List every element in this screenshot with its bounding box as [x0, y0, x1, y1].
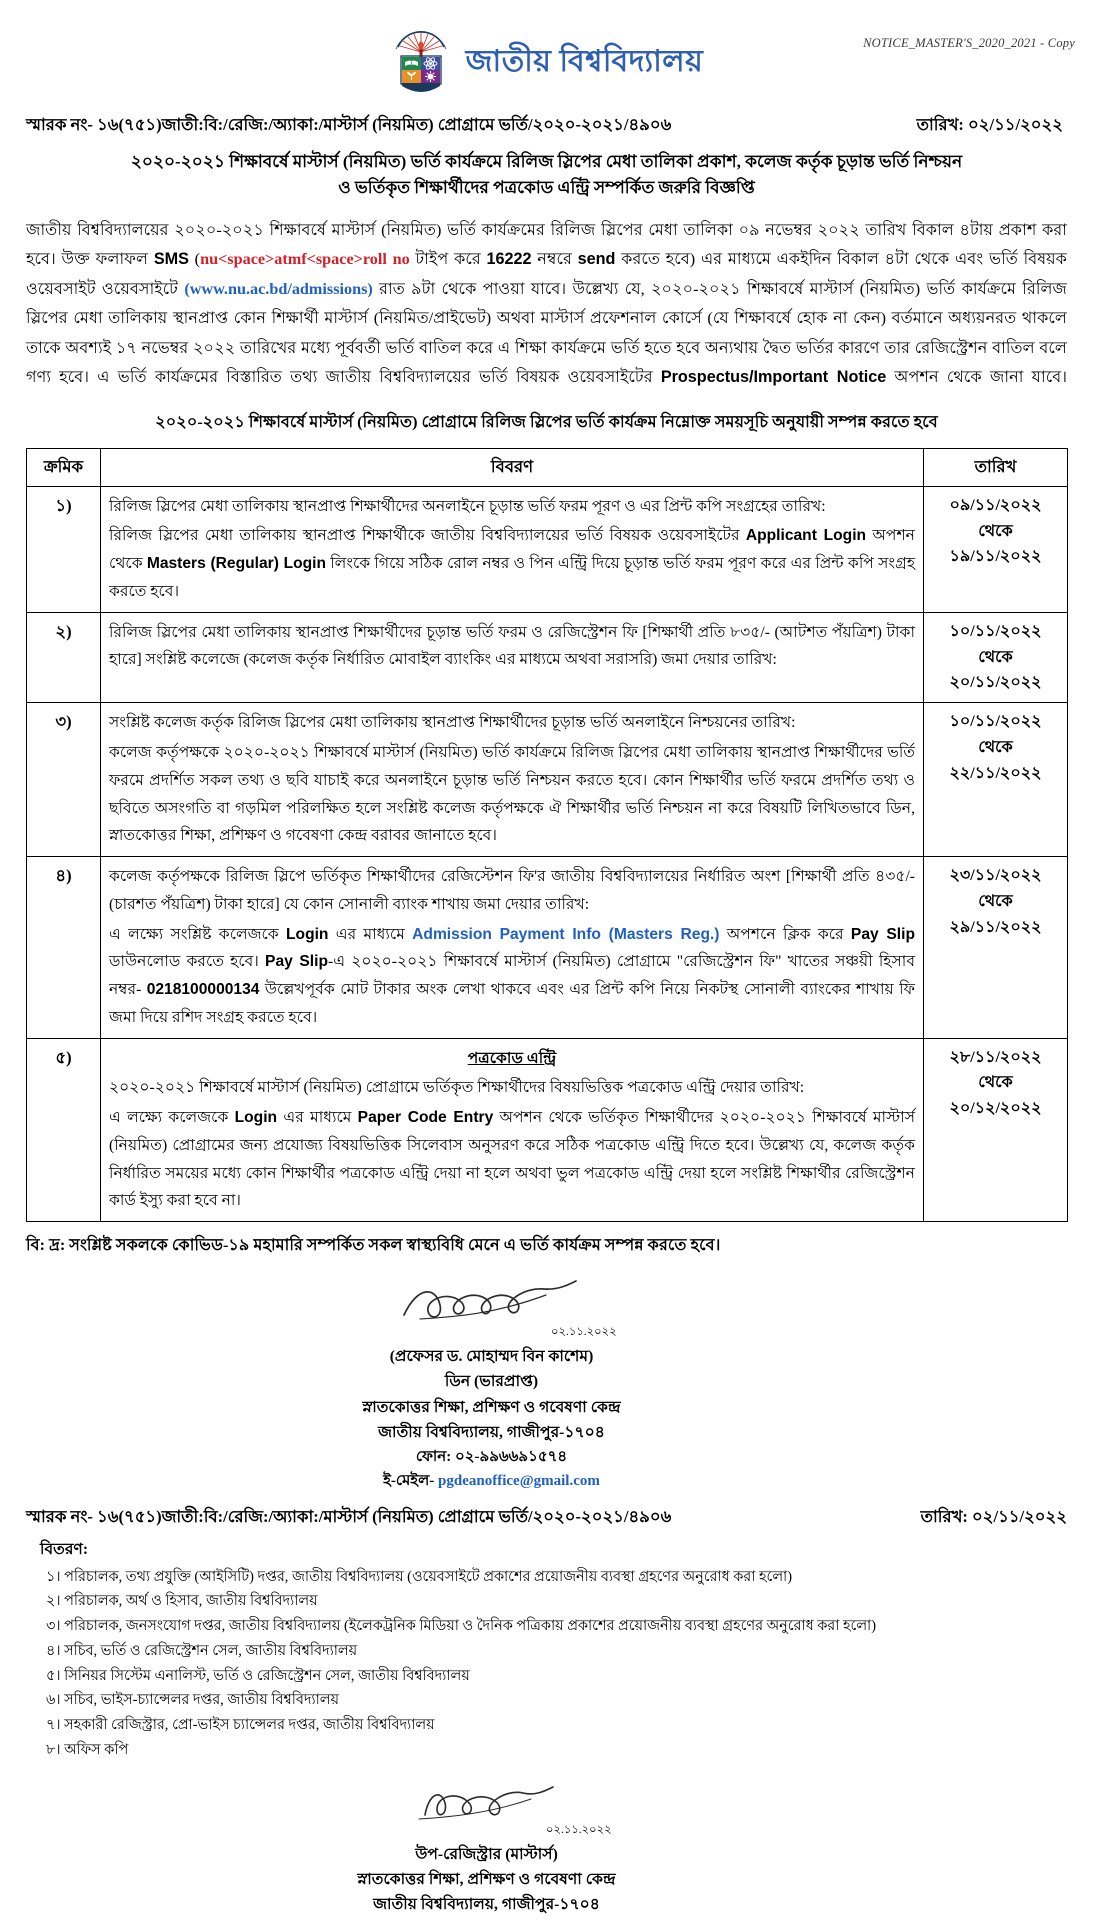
dean-office: স্নাতকোত্তর শিক্ষা, প্রশিক্ষণ ও গবেষণা কেন্দ্র	[362, 1398, 621, 1416]
row-serial: ৪)	[27, 857, 101, 1039]
body-text-a: জাতীয় বিশ্ববিদ্যালয়ের ২০২০-২০২১ শিক্ষাবর্ষে মাস্টার্স (নিয়মিত) ভর্তি কার্যক্রমের রিলিজ স্লিপের মেধা তালিকা ০৯ নভেম্বর ২০২২ তারিখ বিকাল ৪টায় প্রকাশ করা হবে। উক্ত ফলাফল	[26, 220, 1067, 269]
english-term: Login	[234, 1109, 278, 1127]
covid-note: বি: দ্র: সংশ্লিষ্ট সকলকে কোভিড-১৯ মহামারি সম্পর্কিত সকল স্বাস্থ্যবিধি মেনে এ ভর্তি কার্যক্রম সম্পন্ন করতে হবে।	[26, 1236, 721, 1255]
distribution-item: ৭। সহকারী রেজিস্ট্রার, প্রো-ভাইস চ্যান্সেলর দপ্তর, জাতীয় বিশ্ববিদ্যালয়	[46, 1717, 435, 1734]
table-row	[27, 857, 1068, 1039]
description-text: রিলিজ স্লিপের মেধা তালিকায় স্থানপ্রাপ্ত শিক্ষার্থীদের অনলাইনে চূড়ান্ত ভর্তি ফরম পূরণ ও এর প্রিন্ট কপি সংগ্রহের তারিখ:	[109, 497, 826, 515]
row-date: ২৮/১১/২০২২ থেকে ২০/১২/২০২২	[924, 1038, 1068, 1222]
description-text: ডাউনলোড করতে হবে।	[109, 953, 266, 971]
english-term: Pay Slip	[850, 925, 915, 943]
page-title	[0, 139, 1093, 202]
header-description: বিবরণ	[101, 448, 924, 486]
deputy-registrar-address: জাতীয় বিশ্ববিদ্যালয়, গাজীপুর-১৭০৪	[373, 1896, 600, 1914]
distribution-item: ৩। পরিচালক, জনসংযোগ দপ্তর, জাতীয় বিশ্ববিদ্যালয় (ইলেকট্রনিক মিডিয়া ও দৈনিক পত্রিকায় প্রকাশের প্রয়োজনীয় ব্যবস্থা গ্রহণের অনুরোধ করা হলো)	[46, 1618, 877, 1635]
body-text-c: রাত ৯টা থেকে পাওয়া যাবে। উল্লেখ্য যে, ২০২০-২০২১ শিক্ষাবর্ষে মাস্টার্স (নিয়মিত) ভর্তি কার্যক্রমে রিলিজ স্লিপের মেধা তালিকায় স্থানপ্রাপ্ত কোন শিক্ষার্থী মাস্টার্স (নিয়মিত/প্রাইভেট) অথবা মাস্টার্স প্রফেশনাল কোর্সে (যে শিক্ষাবর্ষে হোক না কেন) বর্তমানে অধ্যয়নরত থাকলে তাকে অবশ্যই ১৭ নভেম্বর ২০২২ তারিখের মধ্যে পূর্ববর্তী ভর্তি বাতিল করে এ শিক্ষা কার্যক্রমে ভর্তি হতে হবে অন্যথায় দ্বৈত ভর্তির কারণে তার রেজিস্ট্রেশন বাতিল বলে গণ্য হবে। এ ভর্তি কার্যক্রমের বিস্তারিত তথ্য জাতীয় বিশ্ববিদ্যালয়ের ভর্তি বিষয়ক ওয়েবসাইটের	[26, 279, 1067, 387]
body-text-b: এর মাধ্যমে একইদিন বিকাল ৪টা থেকে এবং ভর্তি বিষয়ক ওয়েবসাইট ওয়েবসাইটে	[26, 250, 1068, 298]
table-row	[27, 703, 1068, 857]
deputy-registrar-office: স্নাতকোত্তর শিক্ষা, প্রশিক্ষণ ও গবেষণা কেন্দ্র	[357, 1871, 616, 1889]
distribution-item: ৫। সিনিয়র সিস্টেম এনালিস্ট, ভর্তি ও রেজিস্ট্রেশন সেল, জাতীয় বিশ্ববিদ্যালয়	[46, 1667, 470, 1684]
title-line-1: ২০২০-২০২১ শিক্ষাবর্ষে মাস্টার্স (নিয়মিত) ভর্তি কার্যক্রমে রিলিজ স্লিপের মেধা তালিকা প্রকাশ, কলেজ কর্তৃক চূড়ান্ত ভর্তি নিশ্চয়ন	[130, 152, 963, 171]
row-description	[101, 486, 924, 612]
memo-line-bottom	[0, 1494, 1093, 1531]
body-text-d: অপশন থেকে জানা যাবে।	[886, 368, 1067, 387]
sms-label: SMS	[153, 250, 189, 269]
body-paragraph	[0, 202, 1093, 393]
distribution-item: ২। পরিচালক, অর্থ ও হিসাব, জাতীয় বিশ্ববিদ্যালয়	[46, 1593, 318, 1610]
dean-phone: ফোন: ০২-৯৯৬৬৯১৫৭৪	[415, 1449, 568, 1466]
table-row	[27, 612, 1068, 703]
sms-send-word: send	[577, 250, 616, 269]
memo-number: স্মারক নং- ১৬(৭৫১)জাতী:বি:/রেজি:/অ্যাকা:/মাস্টার্স (নিয়মিত) প্রোগ্রামে ভর্তি/২০২০-২০২১/৪৯০৬	[26, 115, 672, 134]
description-paragraph	[109, 921, 915, 1032]
row-description	[101, 703, 924, 857]
distribution-list	[0, 1565, 1093, 1763]
description-text: কলেজ কর্তৃপক্ষকে রিলিজ স্লিপে ভর্তিকৃত শিক্ষার্থীদের রেজিস্টেশন ফি'র জাতীয় বিশ্ববিদ্যালয়ের নির্ধারিত অংশ [শিক্ষার্থী প্রতি ৪৩৫/- (চারশত পঁয়ত্রিশ) টাকা হারে] যে কোন সোনালী ব্যাংক শাখায় জমা দেয়ার তারিখ:	[109, 868, 915, 913]
description-text: অপশনে ক্লিক করে	[719, 925, 851, 943]
distribution-item: ৪। সচিব, ভর্তি ও রেজিস্ট্রেশন সেল, জাতীয় বিশ্ববিদ্যালয়	[46, 1642, 358, 1659]
schedule-table	[26, 448, 1068, 1222]
distribution-item: ১। পরিচালক, তথ্য প্রযুক্তি (আইসিটি) দপ্তর, জাতীয় বিশ্ববিদ্যালয় (ওয়েবসাইটে প্রকাশের প্রয়োজনীয় ব্যবস্থা গ্রহণের অনুরোধ করা হলো)	[46, 1568, 793, 1585]
description-text: এর মাধ্যমে	[277, 1109, 358, 1127]
row-description	[101, 1038, 924, 1222]
row-date: ১০/১১/২০২২ থেকে ২২/১১/২০২২	[924, 703, 1068, 857]
email-label: ই-মেইল-	[383, 1473, 435, 1490]
description-text: উল্লেখপূর্বক মোট টাকার অংক লেখা থাকবে এবং এর প্রিন্ট কপি নিয়ে নিকটস্থ সোনালী ব্যাংকের শাখায় ফি জমা দিয়ে রশিদ সংগ্রহ করতে হবে।	[109, 981, 915, 1026]
title-line-2: ও ভর্তিকৃত শিক্ষার্থীদের পত্রকোড এন্ট্রি সম্পর্কিত জরুরি বিজ্ঞপ্তি	[338, 178, 755, 198]
schedule-intro: ২০২০-২০২১ শিক্ষাবর্ষে মাস্টার্স (নিয়মিত) প্রোগ্রামে রিলিজ স্লিপের ভর্তি কার্যক্রম নিম্নোক্ত সময়সূচি অনুযায়ী সম্পন্ন করতে হবে	[155, 412, 938, 431]
distribution-item: ৮। অফিস কপি	[46, 1742, 129, 1759]
description-paragraph	[109, 1104, 915, 1215]
admissions-website-link[interactable]: (www.nu.ac.bd/admissions)	[184, 279, 373, 298]
description-text: লিংকে গিয়ে সঠিক রোল নম্বর ও পিন এন্ট্রি দিয়ে চূড়ান্ত ভর্তি ফরম পূরণ করে এর প্রিন্ট কপি সংগ্রহ করতে হবে।	[109, 555, 916, 600]
table-row	[27, 486, 1068, 612]
row-date: ২৩/১১/২০২২ থেকে ২৯/১১/২০২২	[924, 857, 1068, 1039]
description-text: এ লক্ষ্যে সংশ্লিষ্ট কলেজকে	[109, 925, 287, 943]
handwritten-signature-icon-2	[411, 1781, 561, 1825]
description-text: অপশন থেকে ভর্তিকৃত শিক্ষার্থীদের ২০২০-২০২১ শিক্ষাবর্ষে মাস্টার্স (নিয়মিত) প্রোগ্রামের জন্য প্রযোজ্য বিষয়ভিত্তিক সিলেবাস অনুসরণ করে সঠিক পত্রকোড এন্ট্রি দিতে হবে। উল্লেখ্য যে, কলেজ কর্তৃক নির্ধারিত সময়ের মধ্যে কোন শিক্ষার্থীর পত্রকোড এন্ট্রি দেয়া না হলে অথবা ভুল পত্রকোড এন্ট্রি দেয়া হলে সংশ্লিষ্ট শিক্ষার্থীর রেজিস্ট্রেশন কার্ড ইস্যু করা হবে না।	[109, 1109, 915, 1210]
distribution-heading: বিতরণ:	[40, 1540, 89, 1558]
description-text: কলেজ কর্তৃপক্ষকে ২০২০-২০২১ শিক্ষাবর্ষে মাস্টার্স (নিয়মিত) ভর্তি কার্যক্রমে রিলিজ স্লিপের মেধা তালিকায় স্থানপ্রাপ্ত শিক্ষার্থীদের ভর্তি ফরমে প্রদর্শিত সকল তথ্য ও ছবি যাচাই করে অনলাইনে চূড়ান্ত ভর্তি নিশ্চয়ন করতে হবে। কোন শিক্ষার্থীর ভর্তি ফরমে প্রদর্শিত তথ্য ও ছবিতে অসংগতি বা গড়মিল পরিলক্ষিত হলে সংশ্লিষ্ট কলেজ কর্তৃপক্ষকে ঐ শিক্ষার্থীর ভর্তি নিশ্চয়ন না করে বিষয়টি লিখিতভাবে ডিন, স্নাতকোত্তর শিক্ষা, প্রশিক্ষণ ও গবেষণা কেন্দ্র বরাবর জানাতে হবে।	[109, 744, 915, 845]
description-paragraph	[109, 493, 915, 521]
schedule-table-body	[27, 486, 1068, 1221]
memo-date: তারিখ: ০২/১১/২০২২	[916, 115, 1063, 134]
signature-date: ০২.১১.২০২২	[551, 1326, 617, 1339]
description-paragraph	[109, 619, 915, 675]
deputy-registrar-signature-block	[0, 1763, 1093, 1918]
handwritten-signature-icon	[396, 1275, 586, 1327]
description-paragraph	[109, 1074, 915, 1102]
description-paragraph	[109, 709, 915, 737]
dean-signature-block	[0, 1259, 1093, 1494]
row-serial: ৩)	[27, 703, 101, 857]
deputy-registrar-designation: উপ-রেজিস্ট্রার (মাস্টার্স)	[415, 1845, 558, 1863]
memo-date-2: তারিখ: ০২/১১/২০২২	[920, 1506, 1067, 1526]
header-date: তারিখ	[924, 448, 1068, 486]
description-paragraph	[109, 1045, 915, 1073]
english-term: Pay Slip	[265, 953, 328, 971]
description-text: পত্রকোড এন্ট্রি	[467, 1049, 557, 1067]
table-row	[27, 1038, 1068, 1222]
dean-address: জাতীয় বিশ্ববিদ্যালয়, গাজীপুর-১৭০৪	[378, 1423, 605, 1441]
memo-number-2: স্মারক নং- ১৬(৭৫১)জাতী:বি:/রেজি:/অ্যাকা:/মাস্টার্স (নিয়মিত) প্রোগ্রামে ভর্তি/২০২০-২০২১/৪৯০৬	[26, 1506, 672, 1526]
table-header-row	[27, 448, 1068, 486]
description-paragraph	[109, 522, 915, 605]
signature-date-2: ০২.১১.২০২২	[546, 1823, 612, 1836]
memo-line-top	[0, 100, 1093, 139]
row-description	[101, 612, 924, 703]
english-term: 0218100000134	[146, 981, 260, 999]
row-serial: ১)	[27, 486, 101, 612]
highlighted-option-link[interactable]: Admission Payment Info (Masters Reg.)	[412, 925, 720, 943]
english-term: Paper Code Entry	[357, 1109, 494, 1127]
description-paragraph	[109, 739, 915, 850]
header-serial: ক্রমিক	[27, 448, 101, 486]
english-term: Applicant Login	[745, 527, 867, 545]
description-text: রিলিজ স্লিপের মেধা তালিকায় স্থানপ্রাপ্ত শিক্ষার্থীদের চূড়ান্ত ভর্তি ফরম ও রেজিস্ট্রেশন ফি [শিক্ষার্থী প্রতি ৮৩৫/- (আটশত পঁয়ত্রিশ) টাকা হারে] সংশ্লিষ্ট কলেজে (কলেজ কর্তৃক নির্ধারিত মোবাইল ব্যাংকিং এর মাধ্যমে অথবা সরাসরি) জমা দেয়ার তারিখ:	[109, 623, 915, 669]
row-serial: ২)	[27, 612, 101, 703]
english-term: Login	[286, 925, 329, 943]
row-date: ০৯/১১/২০২২ থেকে ১৯/১১/২০২২	[924, 486, 1068, 612]
description-paragraph	[109, 863, 915, 919]
dean-email[interactable]: pgdeanoffice@gmail.com	[438, 1473, 600, 1490]
sms-format-code: nu<space>atmf<space>roll no	[200, 250, 410, 269]
description-text: রিলিজ স্লিপের মেধা তালিকায় স্থানপ্রাপ্ত শিক্ষার্থীকে জাতীয় বিশ্ববিদ্যালয়ের ভর্তি বিষয়ক ওয়েবসাইটের	[109, 527, 746, 545]
sms-open: (	[188, 250, 201, 269]
national-university-crest-icon	[390, 30, 452, 96]
university-name: জাতীয় বিশ্ববিদ্যালয়	[465, 45, 704, 78]
row-date: ১০/১১/২০২২ থেকে ২০/১১/২০২২	[924, 612, 1068, 703]
sms-mid: টাইপ করে	[409, 250, 487, 269]
description-text: অপশন থেকে	[109, 527, 915, 573]
row-serial: ৫)	[27, 1038, 101, 1222]
sms-close: করতে হবে)	[615, 250, 696, 269]
description-text: এ লক্ষ্যে কলেজকে	[109, 1109, 235, 1127]
sms-mid-2: নম্বরে	[531, 250, 578, 269]
description-text: সংশ্লিষ্ট কলেজ কর্তৃক রিলিজ স্লিপের মেধা তালিকায় স্থানপ্রাপ্ত শিক্ষার্থীদের চূড়ান্ত ভর্তি অনলাইনে নিশ্চয়নের তারিখ:	[109, 714, 796, 732]
description-text: -এ ২০২০-২০২১ শিক্ষাবর্ষে মাস্টার্স (নিয়মিত) প্রোগ্রামে "রেজিস্ট্রেশন ফি" খাতের সঞ্চয়ী হিসাব নম্বর-	[109, 953, 915, 999]
prospectus-option-label: Prospectus/Important Notice	[660, 368, 887, 387]
row-description	[101, 857, 924, 1039]
description-text: ২০২০-২০২১ শিক্ষাবর্ষে মাস্টার্স (নিয়মিত) প্রোগ্রামে ভর্তিকৃত শিক্ষার্থীদের বিষয়ভিত্তিক পত্রকোড এন্ট্রি দেয়ার তারিখ:	[109, 1079, 805, 1097]
dean-name: (প্রফেসর ড. মোহাম্মদ বিন কাশেম)	[389, 1348, 594, 1366]
distribution-item: ৬। সচিব, ভাইস-চ্যান্সেলর দপ্তর, জাতীয় বিশ্ববিদ্যালয়	[46, 1692, 339, 1709]
description-text: এর মাধ্যমে	[328, 925, 413, 943]
english-term: Masters (Regular) Login	[146, 555, 326, 573]
filename-watermark: NOTICE_MASTER'S_2020_2021 - Copy	[863, 36, 1075, 50]
sms-shortcode: 16222	[486, 250, 532, 269]
dean-email-row	[362, 1469, 620, 1493]
dean-designation: ডিন (ভারপ্রাপ্ত)	[444, 1373, 539, 1391]
